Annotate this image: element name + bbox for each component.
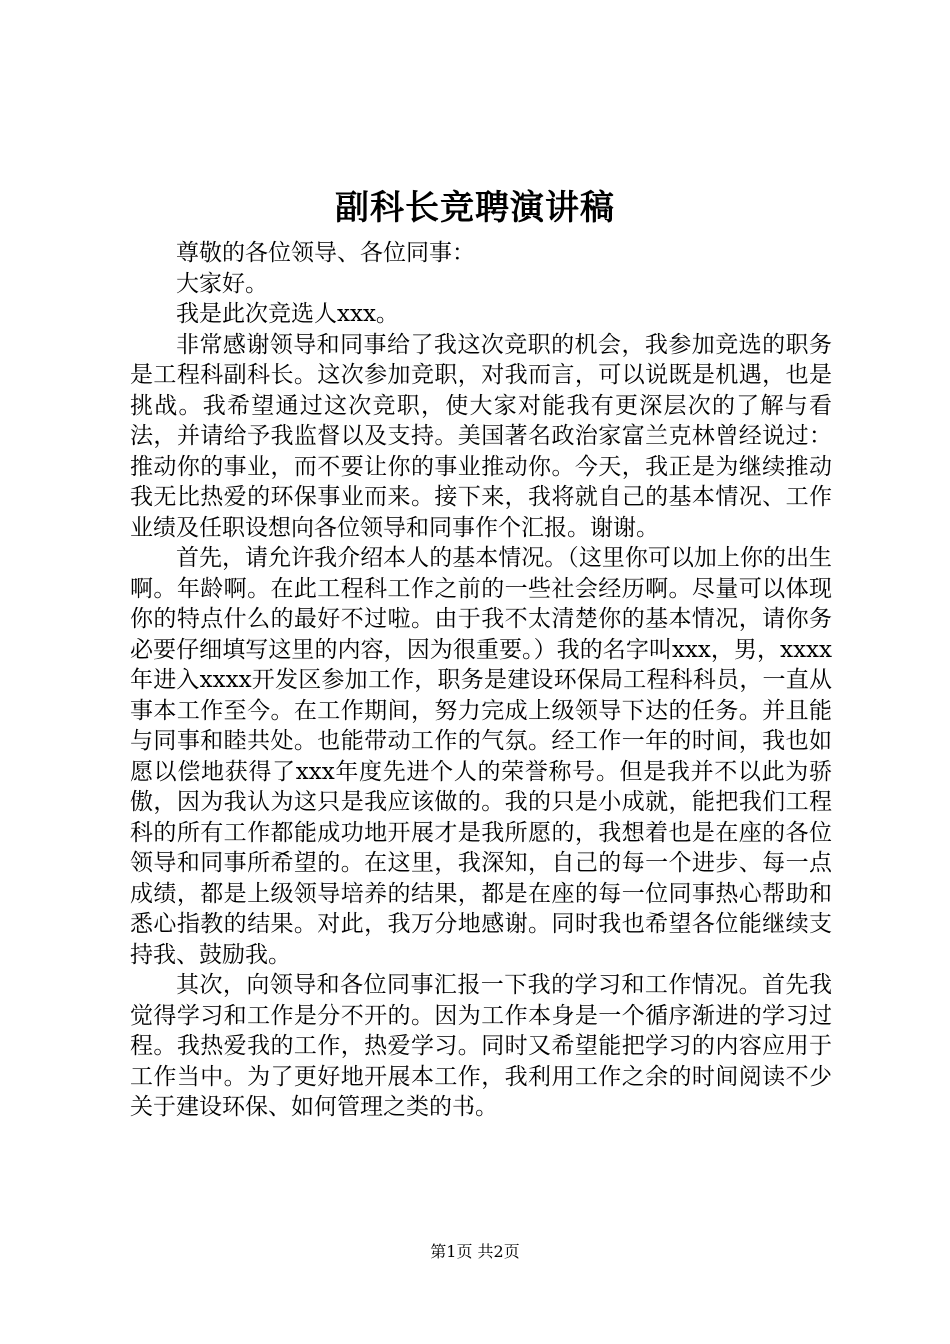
paragraph-greeting: 大家好。 [176, 270, 268, 297]
paragraph-basic-info: 首先，请允许我介绍本人的基本情况。（这里你可以加上你的出生啊。年龄啊。在此工程科工作之前的一些社会经历啊。尽量可以体现你的特点什么的最好不过啦。由于我不太清楚你的基本情况，请你务必要仔细填写这里的内容，因为很重要。）我的名字叫xxx，男，xxxx年进入xxxx开发区参加工作，职务是建设环保局工程科科员，一直从事本工作至今。在工作期间，努力完成上级领导下达的任务。并且能与同事和睦共处。也能带动工作的气氛。经工作一年的时间，我也如愿以偿地获得了xxx年度先进个人的荣誉称号。但是我并不以此为骄傲，因为我认为这只是我应该做的。我的只是小成就，能把我们工程科的所有工作都能成功地开展才是我所愿的，我想着也是在座的各位领导和同事所希望的。在这里，我深知，自己的每一个进步、每一点成绩，都是上级领导培养的结果，都是在座的每一位同事热心帮助和悉心指教的结果。对此，我万分地感谢。同时我也希望各位能继续支持我、鼓励我。 [130, 545, 832, 968]
document-title: 副科长竞聘演讲稿 [335, 188, 615, 228]
page-number-footer: 第1页 共2页 [430, 1242, 520, 1261]
paragraph-introduction: 我是此次竞选人xxx。 [176, 301, 399, 327]
paragraph-salutation: 尊敬的各位领导、各位同事： [176, 240, 475, 266]
paragraph-study-work: 其次，向领导和各位同事汇报一下我的学习和工作情况。首先我觉得学习和工作是分不开的。因为工作本身是一个循序渐进的学习过程。我热爱我的工作，热爱学习。同时又希望能把学习的内容应用于工作当中。为了更好地开展本工作，我利用工作之余的时间阅读不少关于建设环保、如何管理之类的书。 [130, 972, 832, 1120]
document-body [130, 238, 832, 1123]
paragraph-thanks: 非常感谢领导和同事给了我这次竞职的机会，我参加竞选的职务是工程科副科长。这次参加竞职，对我而言，可以说既是机遇，也是挑战。我希望通过这次竞职，使大家对能我有更深层次的了解与看法，并请给予我监督以及支持。美国著名政治家富兰克林曾经说过：推动你的事业，而不要让你的事业推动你。今天，我正是为继续推动我无比热爱的环保事业而来。接下来，我将就自己的基本情况、工作业绩及任职设想向各位领导和同事作个汇报。谢谢。 [130, 331, 832, 541]
